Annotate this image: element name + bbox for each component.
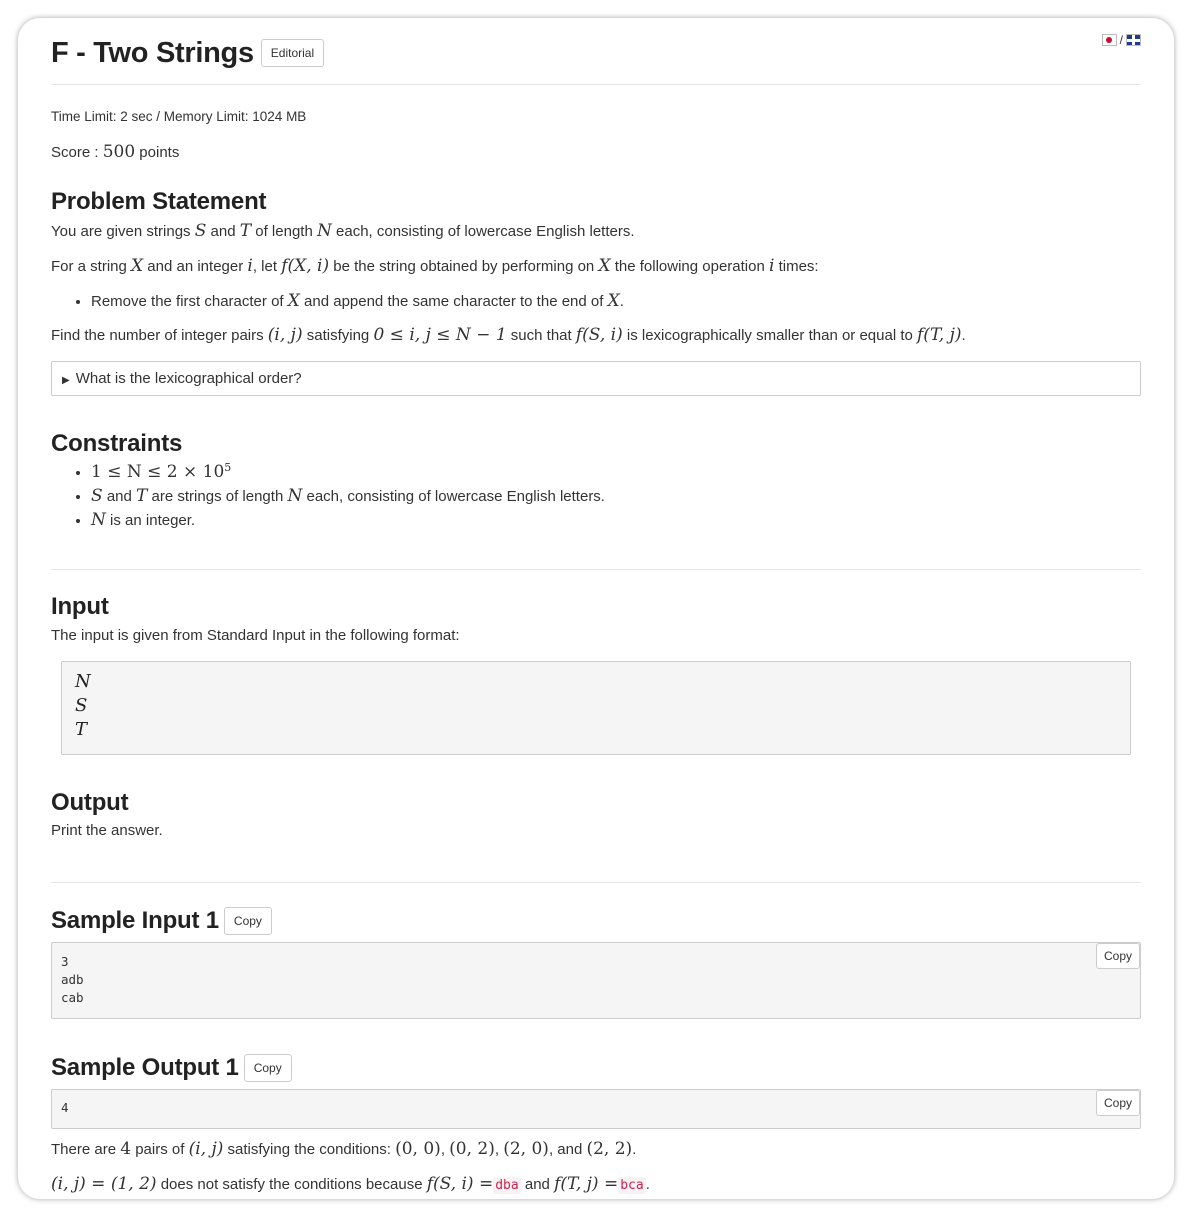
problem-card bbox=[18, 18, 1174, 1199]
sample-output-1-heading: Sample Output 1 bbox=[51, 1054, 239, 1081]
sample-line: adb bbox=[61, 972, 84, 987]
input-format-box bbox=[61, 661, 1131, 755]
copy-button[interactable]: Copy bbox=[1096, 943, 1140, 969]
disclosure-triangle-icon: ▶ bbox=[62, 375, 70, 386]
sample-input-1-heading: Sample Input 1 bbox=[51, 907, 219, 934]
list-item: • Remove the first character of X and append the same character to the end of X. bbox=[91, 290, 624, 314]
sample-input-1-header bbox=[51, 907, 272, 935]
format-var-t: T bbox=[75, 719, 88, 740]
problem-paragraph-2: For a string X and an integer i, let f(X, i) be the string obtained by performing on X the following operation i times: bbox=[51, 256, 819, 276]
format-var-s: S bbox=[75, 695, 88, 716]
japan-flag-icon[interactable] bbox=[1102, 34, 1117, 46]
sample-output-1-box bbox=[51, 1089, 1141, 1129]
uk-flag-icon[interactable] bbox=[1126, 34, 1141, 46]
lexicographical-order-details[interactable]: ▶ What is the lexicographical order? bbox=[51, 361, 1141, 396]
format-var-n: N bbox=[75, 671, 91, 692]
sample-input-1-box bbox=[51, 942, 1141, 1019]
input-description: The input is given from Standard Input in the following format: bbox=[51, 627, 460, 644]
inline-code: dba bbox=[495, 1178, 519, 1193]
list-item: • S and T are strings of length N each, consisting of lowercase English letters. bbox=[91, 485, 605, 509]
copy-button[interactable]: Copy bbox=[224, 907, 272, 935]
divider bbox=[51, 84, 1141, 85]
list-item: • $1 \le N \le 2 \times 10^5$ bbox=[91, 460, 605, 485]
page-title: F - Two Strings bbox=[51, 36, 254, 69]
sample-line: 3 bbox=[61, 954, 69, 969]
explanation-paragraph-1: There are 4 pairs of (i, j) satisfying the conditions: (0, 0), (0, 2), (2, 0), and (2, 2). bbox=[51, 1139, 637, 1159]
editorial-button[interactable]: Editorial bbox=[261, 39, 324, 67]
output-heading: Output bbox=[51, 789, 129, 816]
explanation-paragraph-2: (i, j) = (1, 2) does not satisfy the conditions because f(S, i) = dba and f(T, j) = bca . bbox=[51, 1174, 650, 1194]
sample-line: cab bbox=[61, 990, 84, 1005]
output-description: Print the answer. bbox=[51, 822, 163, 839]
input-heading: Input bbox=[51, 593, 109, 620]
title-row bbox=[51, 28, 324, 78]
copy-button[interactable]: Copy bbox=[1096, 1090, 1140, 1116]
sample-output-1-header bbox=[51, 1054, 292, 1082]
lang-separator: / bbox=[1119, 33, 1123, 47]
score-text: Score : 500 points bbox=[51, 142, 180, 162]
constraints-list bbox=[51, 460, 605, 532]
sample-line: 4 bbox=[61, 1100, 69, 1115]
divider bbox=[51, 569, 1141, 570]
problem-statement-heading: Problem Statement bbox=[51, 188, 267, 215]
divider bbox=[51, 882, 1141, 883]
inline-code: bca bbox=[620, 1178, 644, 1193]
limits-text: Time Limit: 2 sec / Memory Limit: 1024 MB bbox=[51, 109, 307, 124]
constraints-heading: Constraints bbox=[51, 430, 183, 457]
copy-button[interactable]: Copy bbox=[244, 1054, 292, 1082]
problem-paragraph-3: Find the number of integer pairs (i, j) satisfying 0 ≤ i, j ≤ N − 1 such that f(S, i) is lexicographically smaller than or equal to f(T, j). bbox=[51, 325, 966, 345]
problem-paragraph-1: You are given strings S and T of length N each, consisting of lowercase English letters. bbox=[51, 221, 635, 241]
language-switcher bbox=[1102, 33, 1141, 47]
list-item: • N is an integer. bbox=[91, 509, 605, 533]
operation-list bbox=[51, 290, 624, 314]
